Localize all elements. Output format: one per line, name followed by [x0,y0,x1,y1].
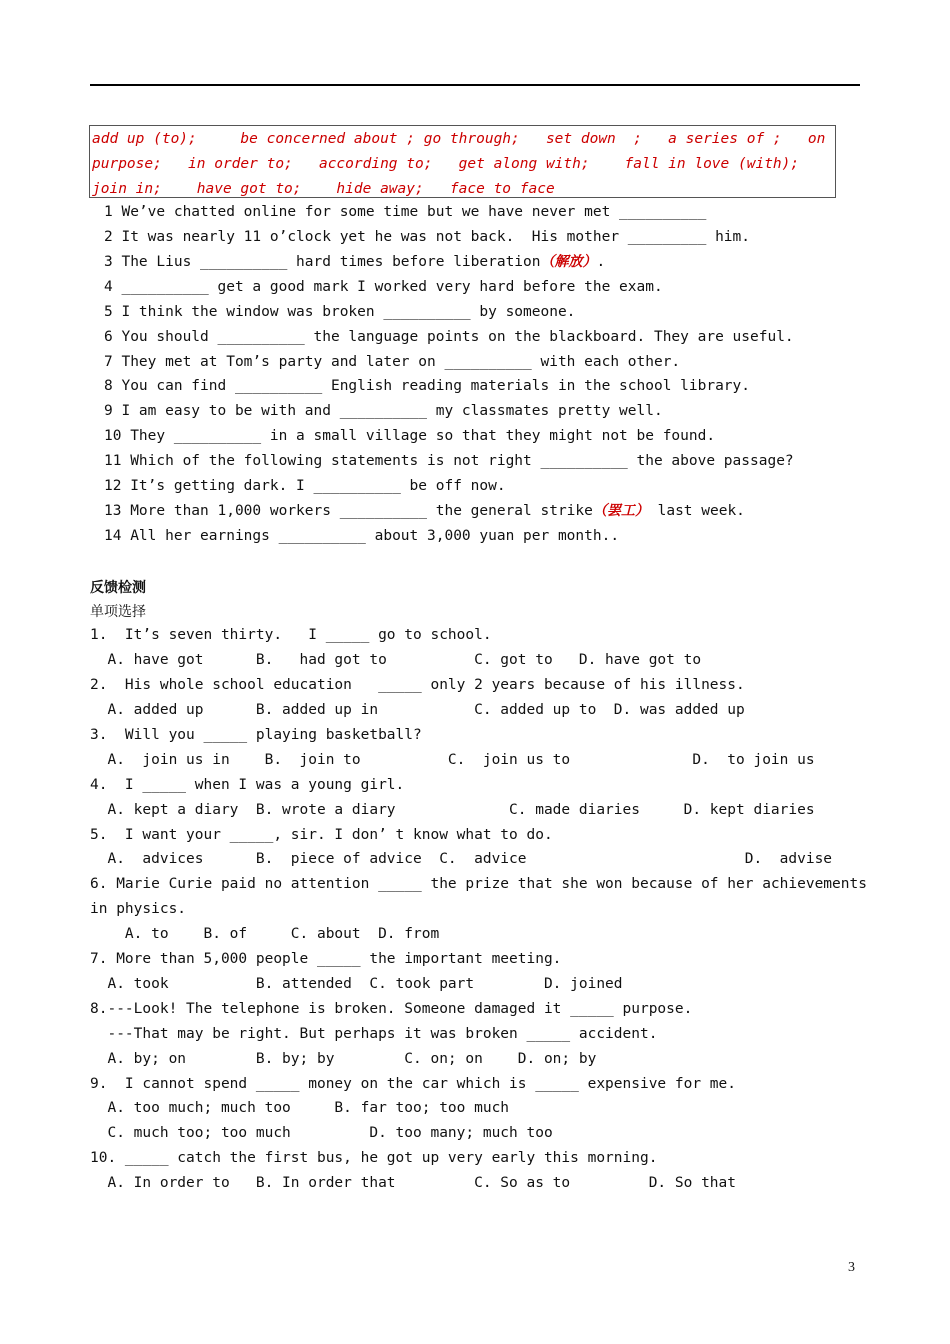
options-line: A. added up B. added up in C. added up to D. was added up [90,702,745,718]
phrase-line: purpose; in order to; according to; get along with; fall in love (with); [92,156,800,172]
question-line: 1. It’s seven thirty. I _____ go to school. [90,627,492,643]
options-line: A. advices B. piece of advice C. advice D. advise [90,851,833,867]
chinese-gloss: （解放） [540,254,597,270]
page-number: 3 [848,1260,855,1275]
fill-in-item: 7 They met at Tom’s party and later on __________ with each other. [104,354,681,370]
section-title: 反馈检测 [90,580,146,596]
options-line: A. join us in B. join to C. join us to D. to join us [90,752,815,768]
fill-in-item [104,250,605,275]
fill-in-text: 3 The Lius __________ hard times before liberation [104,254,541,270]
options-line: A. have got B. had got to C. got to D. have got to [90,652,702,668]
question-line: ---That may be right. But perhaps it was broken _____ accident. [90,1026,658,1042]
section-subtitle: 单项选择 [90,604,146,620]
question-line: 2. His whole school education _____ only 2 years because of his illness. [90,677,745,693]
fill-in-text: 13 More than 1,000 workers __________ the general strike [104,503,593,519]
options-line: A. took B. attended C. took part D. joined [90,976,623,992]
fill-in-item: 6 You should __________ the language points on the blackboard. They are useful. [104,329,794,345]
question-line: 3. Will you _____ playing basketball? [90,727,422,743]
fill-in-text: last week. [648,503,745,519]
phrase-box [89,125,836,198]
fill-in-item: 5 I think the window was broken __________ by someone. [104,304,576,320]
options-line: A. kept a diary B. wrote a diary C. made diaries D. kept diaries [90,802,815,818]
fill-in-item: 9 I am easy to be with and __________ my classmates pretty well. [104,403,663,419]
question-line: 7. More than 5,000 people _____ the important meeting. [90,951,562,967]
fill-in-item: 2 It was nearly 11 o’clock yet he was not back. His mother _________ him. [104,229,751,245]
options-line: A. by; on B. by; by C. on; on D. on; by [90,1051,597,1067]
question-line: 4. I _____ when I was a young girl. [90,777,405,793]
options-line: A. to B. of C. about D. from [90,926,440,942]
fill-in-item: 4 __________ get a good mark I worked very hard before the exam. [104,279,663,295]
fill-in-text: . [596,254,606,270]
chinese-gloss: （罢工） [592,503,649,519]
question-line: 8.---Look! The telephone is broken. Someone damaged it _____ purpose. [90,1001,693,1017]
header-rule [90,84,860,86]
fill-in-item: 11 Which of the following statements is not right __________ the above passage? [104,453,794,469]
question-line: 5. I want your _____, sir. I don’ t know what to do. [90,827,553,843]
fill-in-item: 10 They __________ in a small village so that they might not be found. [104,428,716,444]
fill-in-item: 8 You can find __________ English reading materials in the school library. [104,378,751,394]
options-line: A. In order to B. In order that C. So as to D. So that [90,1175,737,1191]
question-line: 6. Marie Curie paid no attention _____ the prize that she won because of her achievements [90,876,867,892]
question-line: 9. I cannot spend _____ money on the car which is _____ expensive for me. [90,1076,737,1092]
question-line: 10. _____ catch the first bus, he got up very early this morning. [90,1150,658,1166]
options-line: A. too much; much too B. far too; too much [90,1100,510,1116]
question-line: in physics. [90,901,187,917]
fill-in-item: 1 We’ve chatted online for some time but we have never met __________ [104,204,707,220]
phrase-line: add up (to); be concerned about ; go through; set down ; a series of ; on [92,131,826,147]
fill-in-item: 14 All her earnings __________ about 3,000 yuan per month.. [104,528,620,544]
options-line: C. much too; too much D. too many; much too [90,1125,553,1141]
fill-in-item [104,499,745,524]
phrase-line: join in; have got to; hide away; face to face [92,181,555,197]
fill-in-item: 12 It’s getting dark. I __________ be off now. [104,478,506,494]
